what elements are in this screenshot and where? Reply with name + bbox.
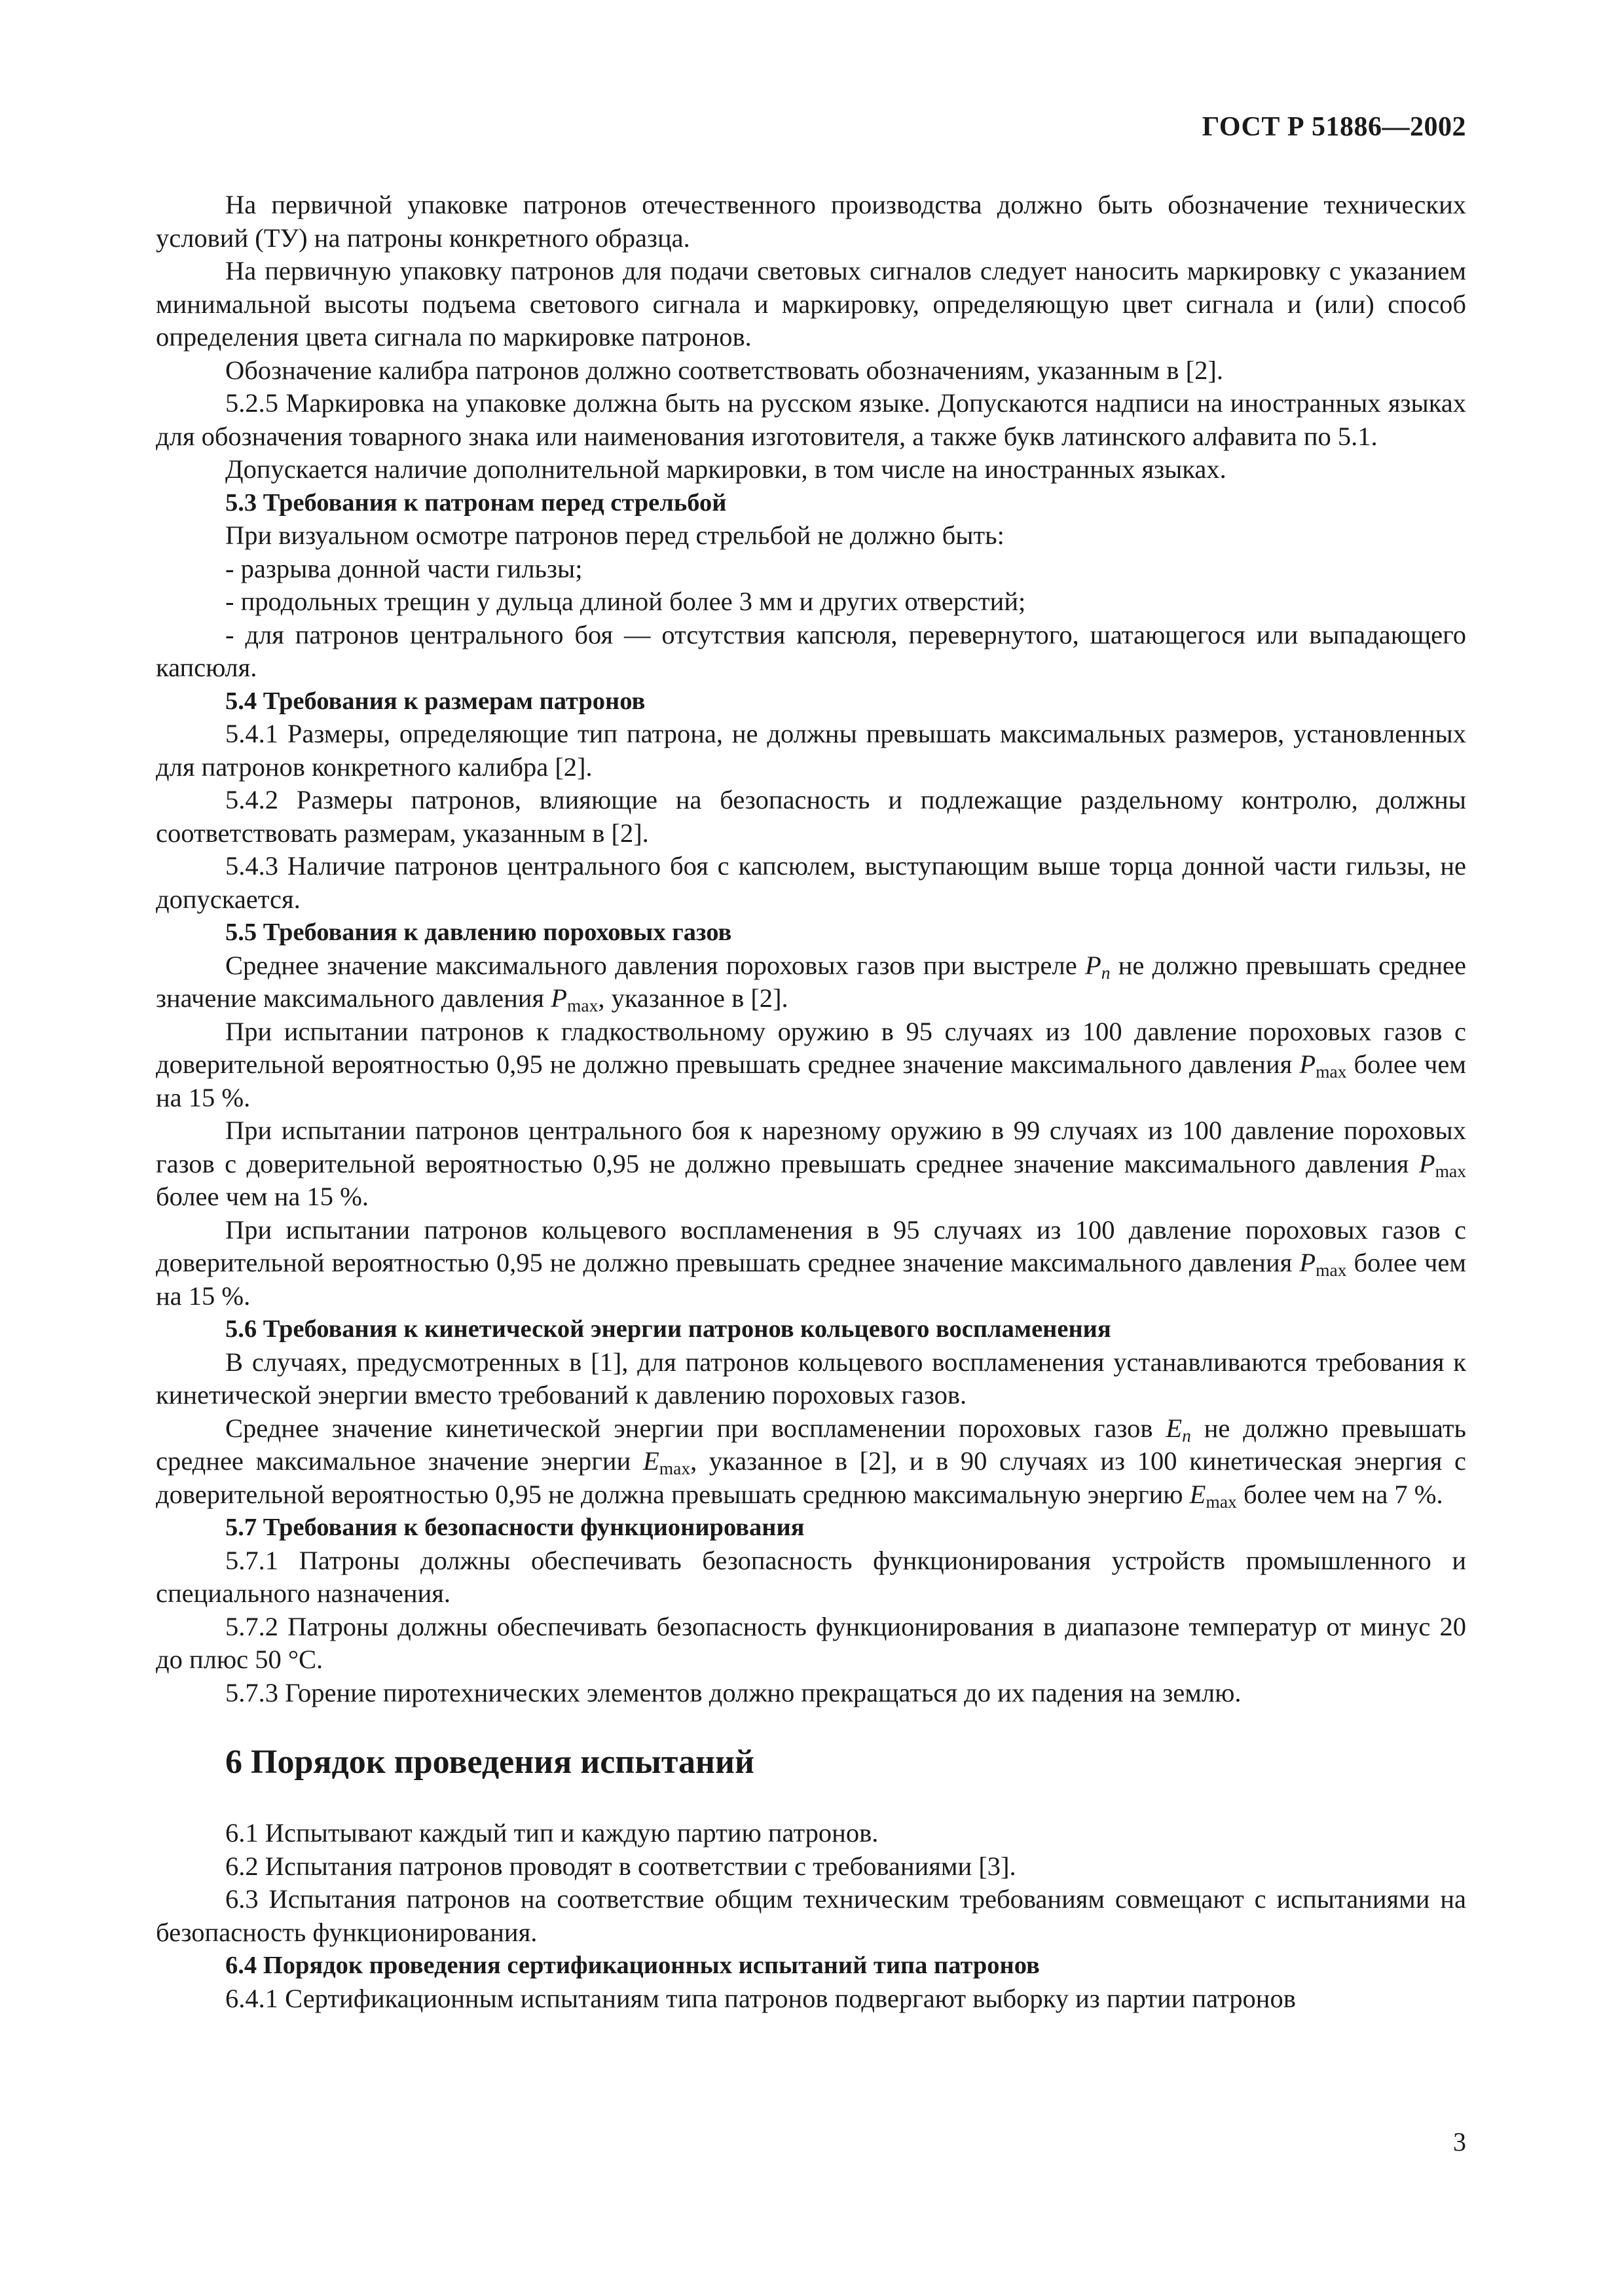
paragraph: 6.3 Испытания патронов на соответствие общим техническим требованиям совмещают с испытаниями на безопасность функционирования. [156, 1884, 1466, 1947]
subscript: max [566, 994, 599, 1015]
subscript: n [1101, 962, 1111, 983]
symbol-e: E [1189, 1479, 1206, 1509]
list-item: - для патронов центрального боя — отсутствия капсюля, перевернутого, шатающегося или выпадающего капсюля. [156, 619, 1466, 682]
page-number: 3 [1453, 2127, 1466, 2157]
page-header-standard-id: ГОСТ Р 51886—2002 [1202, 112, 1466, 142]
symbol-p: P [1418, 1148, 1435, 1178]
subscript: max [1316, 1259, 1347, 1280]
paragraph: Обозначение калибра патронов должно соответствовать обозначениям, указанным в [2]. [225, 355, 1223, 385]
symbol-p: P [1084, 950, 1101, 980]
paragraph: 5.2.5 Маркировка на упаковке должна быть на русском языке. Допускаются надписи на иностранных языках для обозначения товарного знака или наименования изготовителя, а также букв латинского алфавита по 5.1. [156, 388, 1466, 451]
symbol-p: P [1299, 1248, 1316, 1277]
subscript: max [1316, 1061, 1347, 1082]
paragraph-kinetic-energy: Среднее значение кинетической энергии при воспламенении пороховых газов $E_n$ не должно превышать среднее максимальное значение энергии $E_{max}$, указанное в [2], и в 90 случаях из 100 кинетическая энергия с доверительной вероятностью 0,95 не должна превышать среднюю максимальную энергию $E_{max}$ более чем на 7 %. [156, 1413, 1467, 1512]
subsection-heading-5-7: 5.7 Требования к безопасности функционирования [225, 1514, 805, 1541]
paragraph: 5.4.3 Наличие патронов центрального боя с капсюлем, выступающим выше торца донной части гильзы, не допускается. [156, 851, 1466, 914]
symbol-p: P [551, 983, 567, 1013]
paragraph-pressure-rifled: При испытании патронов центрального боя к нарезному оружию в 99 случаях из 100 давление пороховых газов с доверительной вероятностью 0,95 не должно превышать среднее значение максимального давления $P_{max}$ более чем на 15 %. [156, 1116, 1466, 1211]
list-item: - продольных трещин у дульца длиной более 3 мм и других отверстий; [225, 587, 1026, 616]
paragraph: 5.7.2 Патроны должны обеспечивать безопасность функционирования в диапазоне температур от минус 20 до плюс 50 °С. [156, 1611, 1466, 1674]
subscript: max [659, 1457, 691, 1478]
paragraph: 5.4.2 Размеры патронов, влияющие на безопасность и подлежащие раздельному контролю, должны соответствовать размерам, указанным в [2]. [156, 785, 1466, 848]
list-item: - разрыва донной части гильзы; [225, 553, 583, 583]
paragraph: При визуальном осмотре патронов перед стрельбой не должно быть: [225, 520, 1005, 550]
paragraph: На первичной упаковке патронов отечественного производства должно быть обозначение технических условий (ТУ) на патроны конкретного образца. [156, 190, 1466, 253]
paragraph: 5.7.3 Горение пиротехнических элементов должно прекращаться до их падения на землю. [225, 1677, 1242, 1707]
subsection-heading-5-4: 5.4 Требования к размерам патронов [225, 687, 646, 715]
subsection-heading-5-6: 5.6 Требования к кинетической энергии патронов кольцевого воспламенения [225, 1315, 1111, 1343]
paragraph-pressure-rimfire: При испытании патронов кольцевого воспламенения в 95 случаях из 100 давление пороховых газов с доверительной вероятностью 0,95 не должно превышать среднее значение максимального давления $P_{max}$ более чем на 15 %. [156, 1214, 1466, 1311]
page-body [156, 189, 1466, 2015]
symbol-e: E [642, 1446, 659, 1476]
subscript: max [1206, 1491, 1237, 1512]
paragraph: 5.7.1 Патроны должны обеспечивать безопасность функционирования устройств промышленного и специального назначения. [156, 1545, 1466, 1608]
paragraph: 6.1 Испытывают каждый тип и каждую партию патронов. [225, 1818, 879, 1848]
symbol-e: E [1166, 1413, 1183, 1443]
paragraph: 6.4.1 Сертификационным испытаниям типа патронов подвергают выборку из партии патронов [225, 1983, 1296, 2013]
paragraph: 6.2 Испытания патронов проводят в соответствии с требованиями [3]. [225, 1851, 1016, 1881]
paragraph: Допускается наличие дополнительной маркировки, в том числе на иностранных языках. [225, 454, 1226, 484]
subscript: n [1182, 1425, 1191, 1446]
document-page [156, 105, 1466, 2232]
paragraph-pressure-smoothbore: При испытании патронов к гладкоствольному оружию в 95 случаях из 100 давление пороховых газов с доверительной вероятностью 0,95 не должно превышать среднее значение максимального давления $P_{max}$ более чем на 15 %. [156, 1016, 1466, 1112]
paragraph: 5.4.1 Размеры, определяющие тип патрона, не должны превышать максимальных размеров, установленных для патронов конкретного калибра [2]. [156, 719, 1466, 782]
section-heading-6: 6 Порядок проведения испытаний [225, 1743, 754, 1781]
subsection-heading-5-5: 5.5 Требования к давлению пороховых газов [225, 919, 732, 946]
paragraph-pressure-mean: Среднее значение максимального давления пороховых газов при выстреле $P_n$ не должно превышать среднее значение максимального давления $P_{max}$, указанное в [2]. [156, 950, 1466, 1015]
symbol-p: P [1299, 1049, 1316, 1079]
subsection-heading-6-4: 6.4 Порядок проведения сертификационных испытаний типа патронов [225, 1952, 1040, 1979]
paragraph: На первичную упаковку патронов для подачи световых сигналов следует наносить маркировку с указанием минимальной высоты подъема светового сигнала и маркировку, определяющую цвет сигнала и (или) способ определения цвета сигнала по маркировке патронов. [156, 256, 1466, 352]
subscript: max [1435, 1160, 1466, 1181]
subsection-heading-5-3: 5.3 Требования к патронам перед стрельбой [225, 488, 727, 517]
paragraph: В случаях, предусмотренных в [1], для патронов кольцевого воспламенения устанавливаются требования к кинетической энергии вместо требований к давлению пороховых газов. [156, 1347, 1466, 1410]
